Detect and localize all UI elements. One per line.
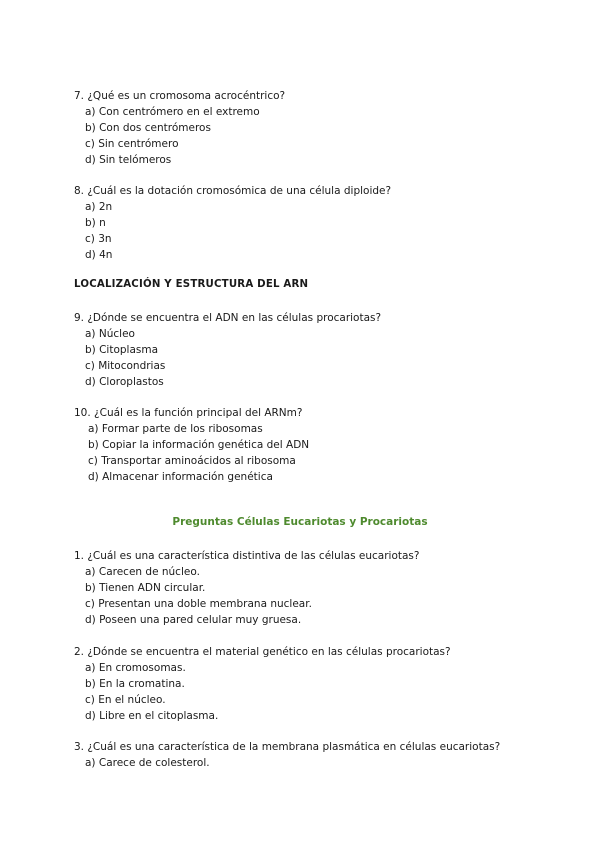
question-3	[74, 739, 544, 771]
answer-option: d) Almacenar información genética	[88, 471, 273, 483]
answer-option: d) Poseen una pared celular muy gruesa.	[85, 614, 302, 626]
question-text: 10. ¿Cuál es la función principal del ARNm?	[74, 407, 303, 419]
answer-option: b) Tienen ADN circular.	[85, 582, 206, 594]
answer-option: c) En el núcleo.	[85, 694, 166, 706]
question-1	[74, 548, 544, 628]
question-text: 8. ¿Cuál es la dotación cromosómica de una célula diploide?	[74, 185, 392, 197]
answer-option: b) Copiar la información genética del ADN	[88, 439, 310, 451]
question-2	[74, 644, 544, 724]
question-9	[74, 310, 544, 390]
question-text: 1. ¿Cuál es una característica distintiva de las células eucariotas?	[74, 550, 420, 562]
answer-option: a) Carecen de núcleo.	[85, 566, 200, 578]
answer-option: c) Transportar aminoácidos al ribosoma	[88, 455, 296, 467]
answer-option: c) Presentan una doble membrana nuclear.	[85, 598, 312, 610]
section-title-celulas: Preguntas Células Eucariotas y Procariotas	[172, 516, 428, 528]
question-7	[74, 88, 544, 168]
question-text: 9. ¿Dónde se encuentra el ADN en las células procariotas?	[74, 312, 382, 324]
answer-option: a) Núcleo	[85, 328, 135, 340]
answer-option: d) Cloroplastos	[85, 376, 164, 388]
question-10	[74, 405, 544, 485]
answer-option: c) Sin centrómero	[85, 138, 179, 150]
answer-option: b) En la cromatina.	[85, 678, 185, 690]
answer-option: a) Carece de colesterol.	[85, 757, 210, 769]
answer-option: a) En cromosomas.	[85, 662, 186, 674]
answer-option: b) Con dos centrómeros	[85, 122, 211, 134]
answer-option: b) Citoplasma	[85, 344, 159, 356]
answer-option: b) n	[85, 217, 106, 229]
question-text: 3. ¿Cuál es una característica de la membrana plasmática en células eucariotas?	[74, 741, 501, 753]
answer-option: c) 3n	[85, 233, 112, 245]
question-text: 7. ¿Qué es un cromosoma acrocéntrico?	[74, 90, 286, 102]
question-text: 2. ¿Dónde se encuentra el material genético en las células procariotas?	[74, 646, 451, 658]
answer-option: c) Mitocondrias	[85, 360, 166, 372]
section-heading-arn: LOCALIZACIÓN Y ESTRUCTURA DEL ARN	[74, 279, 309, 290]
answer-option: d) Libre en el citoplasma.	[85, 710, 219, 722]
question-8	[74, 183, 544, 263]
answer-option: a) Formar parte de los ribosomas	[88, 423, 263, 435]
answer-option: a) Con centrómero en el extremo	[85, 106, 260, 118]
answer-option: a) 2n	[85, 201, 113, 213]
answer-option: d) Sin telómeros	[85, 154, 172, 166]
answer-option: d) 4n	[85, 249, 113, 261]
